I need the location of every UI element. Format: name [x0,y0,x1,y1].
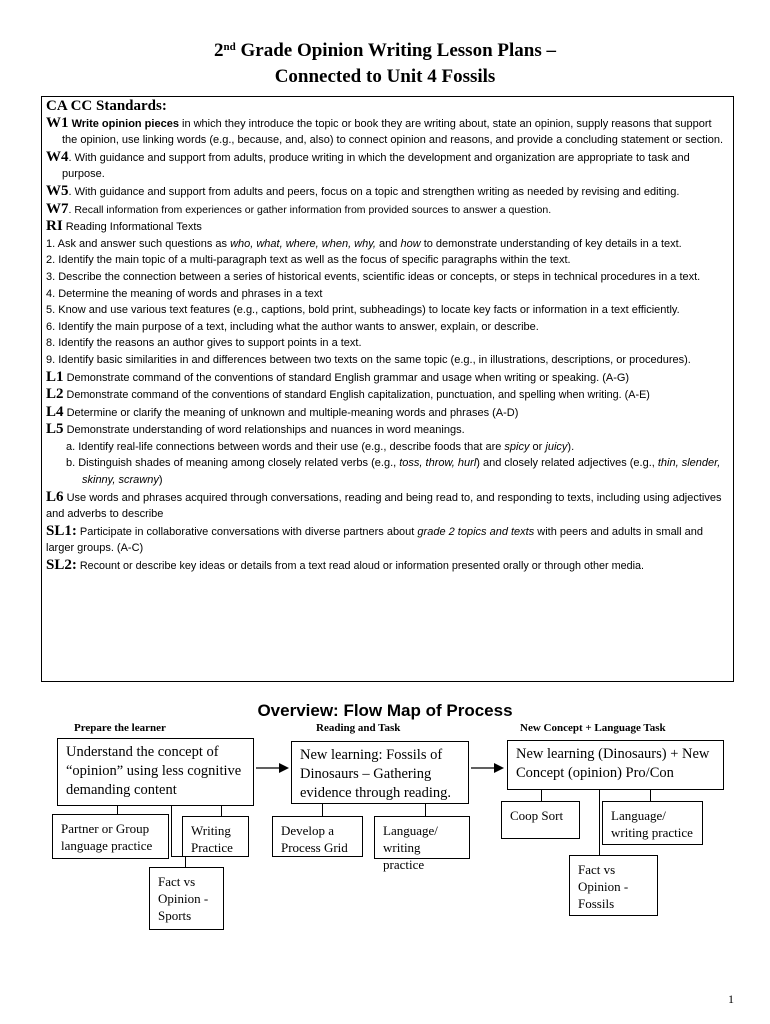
standard-sl2: SL2: Recount or describe key ideas or details from a text read aloud or information presented orally or through other media. [46,557,644,574]
standards-heading: CA CC Standards: [46,98,167,114]
connector-line [221,806,222,816]
flow-box-language-writing: Language/ writing practice [374,816,470,859]
arrow-head [494,763,504,773]
column-label-new-concept: New Concept + Language Task [520,722,666,734]
standard-l6: L6 Use words and phrases acquired through conversations, reading and being read to, and responding to texts, including using adjectives and adverbs to describe [46,488,722,521]
flow-box-language-writing-2: Language/ writing practice [602,801,703,845]
arrow-head [279,763,289,773]
standard-ri-item: 9. Identify basic similarities in and differences between two texts on the same topic (e.g., in illustrations, descriptions, or procedures). [46,353,691,366]
overview-title: Overview: Flow Map of Process [257,701,513,720]
standard-w5: W5. With guidance and support from adults and peers, focus on a topic and strengthen writing as needed by revising and editing. [46,182,680,199]
connector-line [171,806,172,856]
flow-box-process-grid: Develop a Process Grid [272,816,363,857]
connector-line [322,804,323,816]
standard-sl1: SL1: Participate in collaborative conversations with diverse partners about grade 2 topics and texts with peers and adults in small and larger groups. (A-C) [46,522,703,555]
flow-box-writing-practice: Writing Practice [182,816,249,857]
column-label-reading: Reading and Task [316,722,401,734]
standard-ri-item: 4. Determine the meaning of words and phrases in a text [46,287,323,300]
standard-ri-item: 2. Identify the main topic of a multi-paragraph text as well as the focus of specific paragraphs within the text. [46,254,571,267]
standard-l2: L2 Demonstrate command of the conventions of standard English capitalization, punctuation, and spelling when writing. (A-E) [46,386,650,403]
page-number: 1 [728,992,734,1006]
standard-l4: L4 Determine or clarify the meaning of unknown and multiple-meaning words and phrases (A-D) [46,403,519,420]
standard-ri-item: 5. Know and use various text features (e.g., captions, bold print, subheadings) to locate key facts or information in a text efficiently. [46,304,680,317]
flow-box-fact-opinion-sports: Fact vs Opinion - Sports [149,867,224,930]
connector-line [425,804,426,816]
standard-l1: L1 Demonstrate command of the conventions of standard English grammar and usage when writing or speaking. (A-G) [46,368,630,385]
standard-l5a: a. Identify real-life connections between words and their use (e.g., describe foods that are spicy or juicy). [66,440,575,453]
flow-box-partner-practice: Partner or Group language practice [52,814,169,859]
standard-ri-item: 3. Describe the connection between a series of historical events, scientific ideas or concepts, or steps in technical procedures in a text. [46,270,701,283]
flow-box-new-concept: New learning (Dinosaurs) + New Concept (opinion) Pro/Con [507,740,724,790]
standard-ri: RI Reading Informational Texts [46,218,202,235]
standard-w4: W4. With guidance and support from adults, produce writing in which the development and organization are appropriate to task and purpose. [46,148,690,181]
connector-line [599,790,600,856]
flow-box-new-learning-fossils: New learning: Fossils of Dinosaurs – Gathering evidence through reading. [291,741,469,804]
standards-box [41,96,734,682]
page-subtitle: Connected to Unit 4 Fossils [274,66,496,87]
standard-w1: W1 Write opinion pieces in which they introduce the topic or book they are writing about, state an opinion, supply reasons that support the opinion, use linking words (e.g., because, and, also) to connect opinion and reasons, and provide a concluding statement or section. [46,114,724,147]
column-label-prepare: Prepare the learner [74,722,166,734]
standard-ri-item: 1. Ask and answer such questions as who, what, where, when, why, and how to demonstrate understanding of key details in a text. [46,237,682,250]
standard-ri-item: 8. Identify the reasons an author gives to support points in a text. [46,337,362,350]
flow-box-fact-opinion-fossils: Fact vs Opinion - Fossils [569,855,658,916]
page-title: 2nd Grade Opinion Writing Lesson Plans – [213,40,556,61]
flow-box-coop-sort: Coop Sort [501,801,580,839]
standard-l5: L5 Demonstrate understanding of word relationships and nuances in word meanings. [46,421,465,438]
standard-ri-item: 6. Identify the main purpose of a text, including what the author wants to answer, explain, or describe. [46,320,539,333]
flow-box-understand-opinion: Understand the concept of “opinion” using less cognitive demanding content [57,738,254,806]
standard-w7: W7. Recall information from experiences or gather information from provided sources to answer a question. [46,200,552,217]
standard-l5b: b. Distinguish shades of meaning among closely related verbs (e.g., toss, throw, hurl) and closely related adjectives (e.g., thin, slender, skinny, scrawny) [66,457,721,487]
